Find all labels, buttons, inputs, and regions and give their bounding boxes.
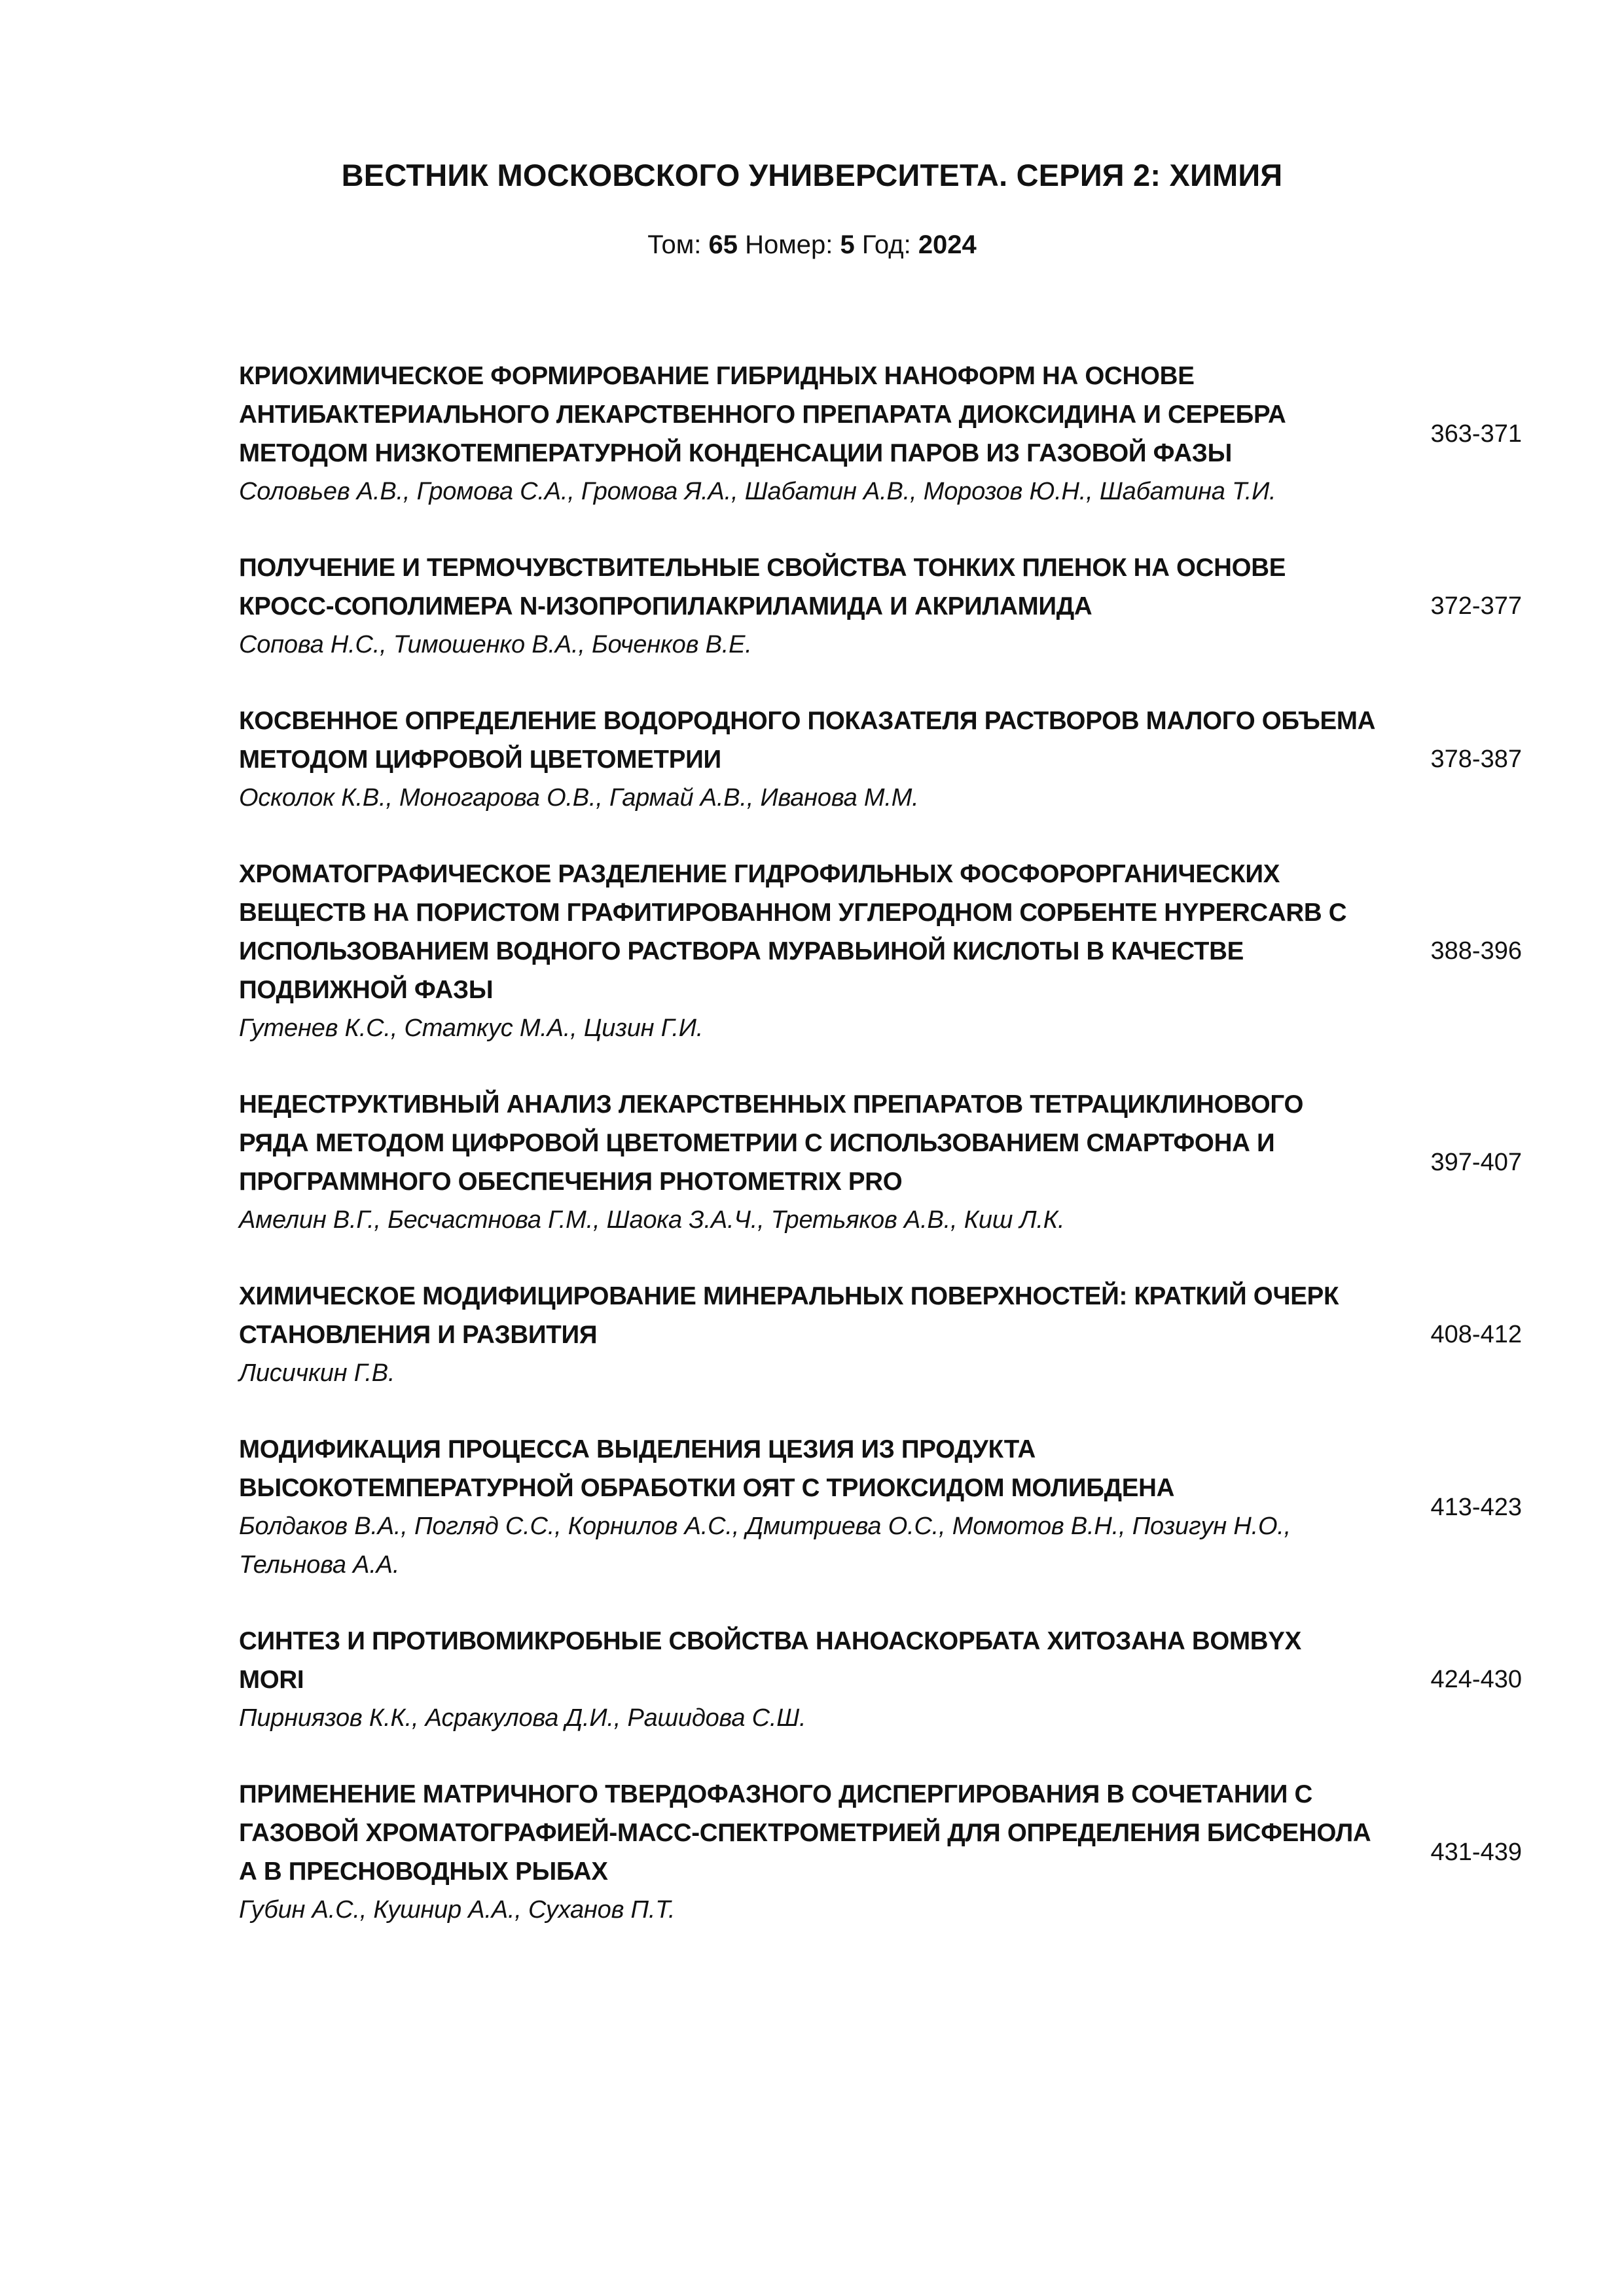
- year-label: Год:: [861, 230, 911, 259]
- article-pages: 372-377: [1430, 592, 1522, 620]
- toc-entry: [239, 1430, 1522, 1585]
- toc-entry: [239, 1085, 1522, 1240]
- volume-label: Том:: [647, 230, 702, 259]
- article-title-line: А В ПРЕСНОВОДНЫХ РЫБАХ: [239, 1857, 608, 1886]
- article-authors-line: Гутенев К.С., Статкус М.А., Цизин Г.И.: [239, 1014, 704, 1042]
- table-of-contents: [239, 357, 1522, 1967]
- article-title-line: СИНТЕЗ И ПРОТИВОМИКРОБНЫЕ СВОЙСТВА НАНОАСКОРБАТА ХИТОЗАНА BOMBYX: [239, 1627, 1302, 1655]
- article-pages: 397-407: [1430, 1148, 1522, 1176]
- article-pages: 431-439: [1430, 1838, 1522, 1866]
- entry-text: [239, 1622, 1398, 1738]
- article-title-line: АНТИБАКТЕРИАЛЬНОГО ЛЕКАРСТВЕННОГО ПРЕПАРАТА ДИОКСИДИНА И СЕРЕБРА: [239, 401, 1286, 429]
- article-pages: 388-396: [1430, 937, 1522, 965]
- article-pages: 413-423: [1430, 1493, 1522, 1521]
- toc-entry: [239, 1622, 1522, 1738]
- entry-text: [239, 1430, 1398, 1585]
- article-pages: 408-412: [1430, 1321, 1522, 1348]
- entry-text: [239, 548, 1398, 664]
- entry-text: [239, 1277, 1398, 1393]
- toc-entry: [239, 702, 1522, 817]
- article-pages: 363-371: [1430, 420, 1522, 448]
- article-title-line: КРОСС-СОПОЛИМЕРА N-ИЗОПРОПИЛАКРИЛАМИДА И АКРИЛАМИДА: [239, 592, 1092, 620]
- article-title-line: МЕТОДОМ ЦИФРОВОЙ ЦВЕТОМЕТРИИ: [239, 745, 721, 774]
- article-pages: 378-387: [1430, 745, 1522, 773]
- article-authors-line: Болдаков В.А., Погляд С.С., Корнилов А.С., Дмитриева О.С., Момотов В.Н., Позигун Н.О.,: [239, 1513, 1291, 1540]
- article-authors-line: Осколок К.В., Моногарова О.В., Гармай А.В., Иванова М.М.: [239, 784, 919, 812]
- article-title-line: НЕДЕСТРУКТИВНЫЙ АНАЛИЗ ЛЕКАРСТВЕННЫХ ПРЕПАРАТОВ ТЕТРАЦИКЛИНОВОГО: [239, 1090, 1304, 1119]
- article-title-line: КОСВЕННОЕ ОПРЕДЕЛЕНИЕ ВОДОРОДНОГО ПОКАЗАТЕЛЯ РАСТВОРОВ МАЛОГО ОБЪЕМА: [239, 707, 1376, 735]
- article-authors-line: Лисичкин Г.В.: [239, 1359, 395, 1387]
- article-title-line: ХРОМАТОГРАФИЧЕСКОЕ РАЗДЕЛЕНИЕ ГИДРОФИЛЬНЫХ ФОСФОРОРГАНИЧЕСКИХ: [239, 860, 1280, 888]
- year-value: 2024: [918, 230, 977, 259]
- article-title-line: ПОЛУЧЕНИЕ И ТЕРМОЧУВСТВИТЕЛЬНЫЕ СВОЙСТВА ТОНКИХ ПЛЕНОК НА ОСНОВЕ: [239, 554, 1286, 582]
- number-value: 5: [840, 230, 855, 259]
- article-authors-line: Амелин В.Г., Бесчастнова Г.М., Шаока З.А.Ч., Третьяков А.В., Киш Л.К.: [239, 1206, 1065, 1234]
- article-title-line: MORI: [239, 1666, 304, 1694]
- article-title-line: МОДИФИКАЦИЯ ПРОЦЕССА ВЫДЕЛЕНИЯ ЦЕЗИЯ ИЗ ПРОДУКТА: [239, 1435, 1036, 1463]
- article-title-line: СТАНОВЛЕНИЯ И РАЗВИТИЯ: [239, 1321, 598, 1349]
- article-title-line: РЯДА МЕТОДОМ ЦИФРОВОЙ ЦВЕТОМЕТРИИ С ИСПОЛЬЗОВАНИЕМ СМАРТФОНА И: [239, 1129, 1275, 1157]
- article-title-line: ПОДВИЖНОЙ ФАЗЫ: [239, 976, 494, 1004]
- toc-entry: [239, 855, 1522, 1048]
- journal-title: ВЕСТНИК МОСКОВСКОГО УНИВЕРСИТЕТА. СЕРИЯ 2: ХИМИЯ: [341, 158, 1283, 192]
- toc-entry: [239, 357, 1522, 511]
- article-title-line: ВЫСОКОТЕМПЕРАТУРНОЙ ОБРАБОТКИ ОЯТ С ТРИОКСИДОМ МОЛИБДЕНА: [239, 1474, 1175, 1502]
- article-title-line: ИСПОЛЬЗОВАНИЕМ ВОДНОГО РАСТВОРА МУРАВЬИНОЙ КИСЛОТЫ В КАЧЕСТВЕ: [239, 937, 1244, 965]
- article-title-line: ПРОГРАММНОГО ОБЕСПЕЧЕНИЯ PHOTOMETRIX PRO: [239, 1168, 903, 1196]
- article-pages: 424-430: [1430, 1666, 1522, 1693]
- article-authors-line: Соловьев А.В., Громова С.А., Громова Я.А., Шабатин А.В., Морозов Ю.Н., Шабатина Т.И.: [239, 478, 1276, 505]
- entry-text: [239, 1085, 1398, 1240]
- toc-entry: [239, 548, 1522, 664]
- article-authors-line: Губин А.С., Кушнир А.А., Суханов П.Т.: [239, 1896, 676, 1924]
- entry-text: [239, 702, 1398, 817]
- article-authors-line: Тельнова А.А.: [239, 1551, 400, 1579]
- article-title-line: ГАЗОВОЙ ХРОМАТОГРАФИЕЙ-МАСС-СПЕКТРОМЕТРИЕЙ ДЛЯ ОПРЕДЕЛЕНИЯ БИСФЕНОЛА: [239, 1819, 1371, 1847]
- issue-info: [0, 229, 1624, 260]
- toc-entry: [239, 1775, 1522, 1929]
- entry-text: [239, 1775, 1398, 1929]
- entry-text: [239, 357, 1398, 511]
- article-authors-line: Сопова Н.С., Тимошенко В.А., Боченков В.Е.: [239, 631, 752, 658]
- article-title-line: КРИОХИМИЧЕСКОЕ ФОРМИРОВАНИЕ ГИБРИДНЫХ НАНОФОРМ НА ОСНОВЕ: [239, 362, 1195, 390]
- article-title-line: МЕТОДОМ НИЗКОТЕМПЕРАТУРНОЙ КОНДЕНСАЦИИ ПАРОВ ИЗ ГАЗОВОЙ ФАЗЫ: [239, 439, 1232, 467]
- article-title-line: ХИМИЧЕСКОЕ МОДИФИЦИРОВАНИЕ МИНЕРАЛЬНЫХ ПОВЕРХНОСТЕЙ: КРАТКИЙ ОЧЕРК: [239, 1282, 1339, 1310]
- article-title-line: ПРИМЕНЕНИЕ МАТРИЧНОГО ТВЕРДОФАЗНОГО ДИСПЕРГИРОВАНИЯ В СОЧЕТАНИИ С: [239, 1780, 1313, 1808]
- volume-value: 65: [708, 230, 738, 259]
- toc-entry: [239, 1277, 1522, 1393]
- entry-text: [239, 855, 1398, 1048]
- article-title-line: ВЕЩЕСТВ НА ПОРИСТОМ ГРАФИТИРОВАННОМ УГЛЕРОДНОМ СОРБЕНТЕ HYPERCARB С: [239, 899, 1347, 927]
- number-label: Номер:: [745, 230, 833, 259]
- article-authors-line: Пирниязов К.К., Асракулова Д.И., Рашидова С.Ш.: [239, 1704, 806, 1732]
